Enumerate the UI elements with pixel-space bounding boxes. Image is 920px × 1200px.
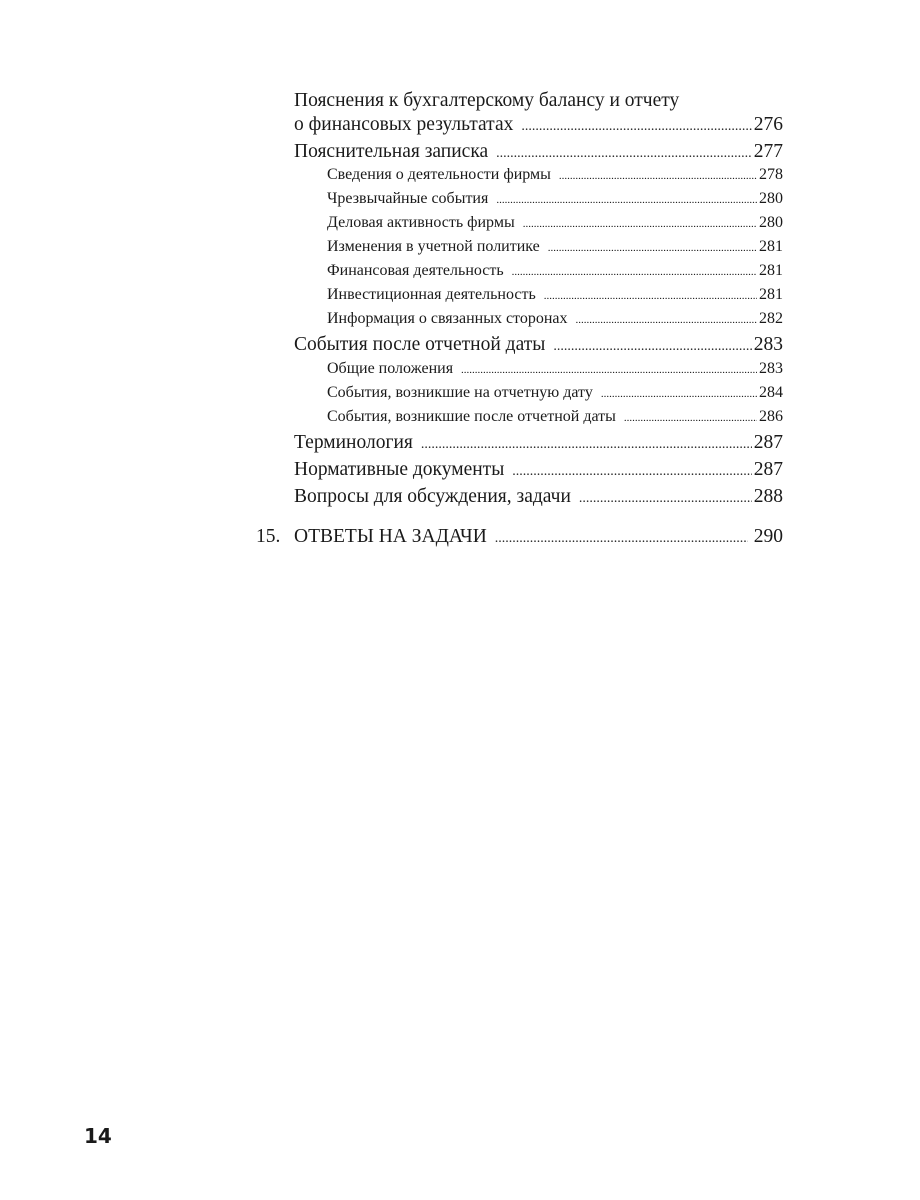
page-number: 14 [84, 1124, 112, 1148]
toc-chapter-label: ОТВЕТЫ НА ЗАДАЧИ [294, 526, 487, 547]
toc-entry-label: Сведения о деятельности фирмы [327, 166, 551, 183]
toc-entry-label: Чрезвычайные события [327, 190, 489, 207]
toc-entry-page: 287 [753, 432, 783, 453]
toc-leader-dots [548, 242, 757, 254]
toc-entry-label: События, возникшие на отчетную дату [327, 384, 593, 401]
toc-subentry[interactable] [327, 262, 783, 284]
toc-subentry[interactable] [327, 238, 783, 260]
toc-leader-dots [576, 314, 758, 326]
toc-entry-page: 281 [759, 238, 783, 255]
toc-leader-dots [601, 388, 757, 400]
toc-leader-dots [512, 266, 757, 278]
toc-entry-page: 286 [759, 408, 783, 425]
toc-entry-page: 277 [753, 141, 783, 162]
toc-leader-dots [496, 194, 757, 206]
toc-entry-label: Терминология [294, 432, 413, 453]
toc-entry-page: 280 [759, 214, 783, 231]
toc-entry-page: 276 [753, 114, 783, 135]
toc-entry-label: События, возникшие после отчетной даты [327, 408, 616, 425]
toc-entry-page: 288 [753, 486, 783, 507]
toc-entry-page: 290 [753, 526, 783, 547]
toc-entry-label: Общие положения [327, 360, 454, 377]
toc-entry-page: 283 [759, 360, 783, 377]
toc-entry-label: Нормативные документы [294, 459, 505, 480]
toc-subentry[interactable] [327, 408, 783, 430]
toc-leader-dots [544, 290, 757, 302]
toc-entry-page: 280 [759, 190, 783, 207]
toc-leader-dots [559, 170, 757, 182]
toc-entry[interactable] [294, 459, 783, 485]
toc-leader-dots [496, 146, 752, 162]
toc-entry-label: Деловая активность фирмы [327, 214, 515, 231]
toc-leader-dots [512, 464, 751, 480]
toc-leader-dots [521, 119, 751, 135]
toc-entry-page: 281 [759, 286, 783, 303]
toc-subentry[interactable] [327, 190, 783, 212]
toc-subentry[interactable] [327, 286, 783, 308]
toc-chapter[interactable] [256, 526, 783, 552]
toc-entry[interactable] [294, 334, 783, 360]
toc-leader-dots [523, 218, 757, 230]
toc-entry-line: Пояснения к бухгалтерскому балансу и отчету [294, 90, 680, 111]
toc-subentry[interactable] [327, 166, 783, 188]
toc-leader-dots [624, 412, 757, 424]
toc-entry-page: 287 [753, 459, 783, 480]
toc-entry[interactable] [294, 432, 783, 458]
toc-leader-dots [461, 364, 757, 376]
toc-leader-dots [579, 491, 752, 507]
toc-entry-page: 281 [759, 262, 783, 279]
toc-entry-page: 278 [759, 166, 783, 183]
toc-leader-dots [421, 437, 752, 453]
toc-entry[interactable] [294, 486, 783, 512]
toc-subentry[interactable] [327, 214, 783, 236]
toc-entry-label: События после отчетной даты [294, 334, 546, 355]
toc-entry[interactable] [294, 114, 783, 140]
toc-entry-page: 284 [759, 384, 783, 401]
toc-entry-label: Вопросы для обсуждения, задачи [294, 486, 571, 507]
toc-entry-label: Изменения в учетной политике [327, 238, 540, 255]
toc-entry-label: о финансовых результатах [294, 114, 514, 135]
toc-entry-label: Информация о связанных сторонах [327, 310, 568, 327]
toc-entry-page: 283 [753, 334, 783, 355]
toc-entry-page: 282 [759, 310, 783, 327]
toc-subentry[interactable] [327, 310, 783, 332]
toc-leader-dots [553, 339, 751, 355]
toc-entry-label: Инвестиционная деятельность [327, 286, 536, 303]
toc-leader-dots [495, 531, 748, 547]
toc-entry-label: Финансовая деятельность [327, 262, 504, 279]
toc-entry[interactable] [294, 141, 783, 167]
toc-entry-label: Пояснительная записка [294, 141, 489, 162]
toc-subentry[interactable] [327, 384, 783, 406]
toc-subentry[interactable] [327, 360, 783, 382]
toc-chapter-number: 15. [256, 526, 281, 547]
